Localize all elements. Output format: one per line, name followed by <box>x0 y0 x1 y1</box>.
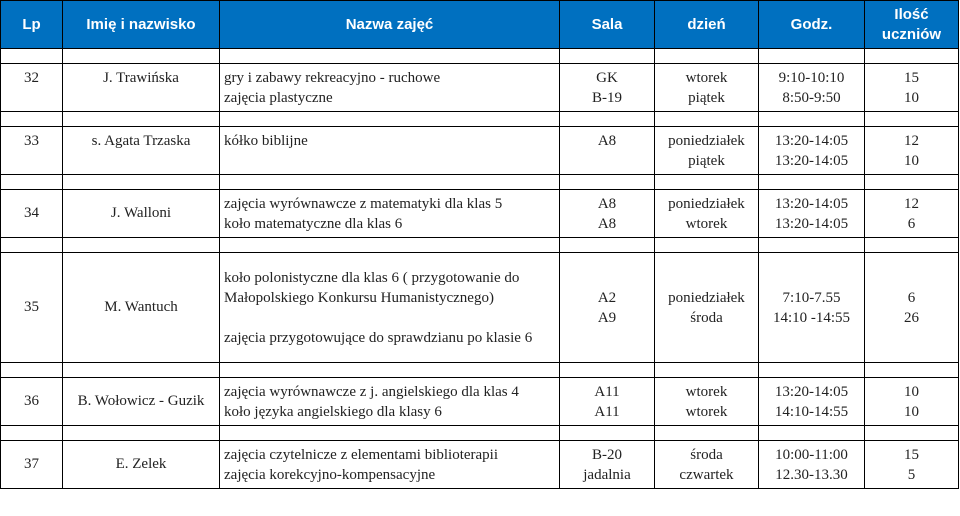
subject-line: gry i zabawy rekreacyjno - ruchowe <box>224 69 441 86</box>
row-room <box>560 190 655 238</box>
table-row <box>1 190 959 238</box>
spacer-row <box>1 363 959 378</box>
room-value: GK <box>596 69 618 86</box>
row-lp: 33 <box>1 127 63 175</box>
day-value: poniedziałek <box>668 289 745 306</box>
count-value: 12 <box>904 132 919 149</box>
row-time <box>759 441 865 489</box>
subject-line: zajęcia wyrównawcze z j. angielskiego dla klas 4 <box>224 383 519 400</box>
subject-line: zajęcia korekcyjno-kompensacyjne <box>224 466 436 483</box>
day-value: wtorek <box>685 403 728 420</box>
table-row <box>1 378 959 426</box>
subject-line: zajęcia czytelnicze z elementami biblioterapii <box>224 446 499 463</box>
time-value: 13:20-14:05 <box>774 152 849 169</box>
table-row <box>1 64 959 112</box>
spacer-row <box>1 426 959 441</box>
spacer-row <box>1 49 959 64</box>
count-value: 10 <box>904 403 919 420</box>
row-subject <box>220 64 560 112</box>
count-value: 10 <box>904 383 919 400</box>
row-lp: 32 <box>1 64 63 112</box>
time-value: 13:20-14:05 <box>774 215 849 232</box>
room-value: jadalnia <box>583 466 631 483</box>
header-day: dzień <box>655 1 759 49</box>
row-time <box>759 378 865 426</box>
subject-line: koło matematyczne dla klas 6 <box>224 215 403 232</box>
time-value: 9:10-10:10 <box>778 69 845 86</box>
subject-line: zajęcia przygotowujące do sprawdzianu po klasie 6 <box>224 329 533 346</box>
header-lp: Lp <box>1 1 63 49</box>
header-row <box>1 1 959 49</box>
count-value: 6 <box>907 215 916 232</box>
time-value: 8:50-9:50 <box>782 89 841 106</box>
time-value: 13:20-14:05 <box>774 195 849 212</box>
row-day <box>655 64 759 112</box>
header-time: Godz. <box>759 1 865 49</box>
day-value: środa <box>690 309 723 326</box>
row-lp: 37 <box>1 441 63 489</box>
day-value: wtorek <box>685 69 728 86</box>
row-subject <box>220 441 560 489</box>
row-time <box>759 190 865 238</box>
row-day <box>655 378 759 426</box>
row-count <box>865 190 959 238</box>
count-value: 6 <box>907 289 916 306</box>
count-value: 10 <box>904 152 919 169</box>
count-value: 15 <box>904 446 919 463</box>
spacer-row <box>1 112 959 127</box>
row-subject <box>220 253 560 363</box>
room-value: B-20 <box>592 446 622 463</box>
row-time <box>759 127 865 175</box>
count-value: 12 <box>904 195 919 212</box>
subject-line: zajęcia plastyczne <box>224 89 333 106</box>
row-day <box>655 441 759 489</box>
room-value: A8 <box>597 195 617 212</box>
time-value: 13:20-14:05 <box>774 383 849 400</box>
row-day <box>655 190 759 238</box>
row-count <box>865 441 959 489</box>
row-day <box>655 127 759 175</box>
table-row <box>1 253 959 363</box>
row-name: J. Trawińska <box>63 64 220 112</box>
time-value: 14:10-14:55 <box>774 403 849 420</box>
time-value: 10:00-11:00 <box>775 446 848 463</box>
subject-line: koło polonistyczne dla klas 6 ( przygotowanie do <box>224 269 520 286</box>
row-count <box>865 378 959 426</box>
row-name: s. Agata Trzaska <box>63 127 220 175</box>
count-value: 5 <box>907 466 916 483</box>
time-value: 13:20-14:05 <box>774 132 849 149</box>
row-name: M. Wantuch <box>63 253 220 363</box>
row-subject: kółko biblijne <box>220 127 560 175</box>
room-value: A8 <box>597 215 617 232</box>
header-count <box>865 1 959 49</box>
row-room <box>560 64 655 112</box>
row-lp: 34 <box>1 190 63 238</box>
room-value: A9 <box>597 309 617 326</box>
row-count <box>865 253 959 363</box>
time-value: 14:10 -14:55 <box>772 309 851 326</box>
time-value: 12.30-13.30 <box>775 466 848 483</box>
row-room <box>560 253 655 363</box>
header-room: Sala <box>560 1 655 49</box>
row-room: A8 <box>560 127 655 175</box>
subject-line: zajęcia wyrównawcze z matematyki dla klas 5 <box>224 195 503 212</box>
spacer-row <box>1 175 959 190</box>
header-name: Imię i nazwisko <box>63 1 220 49</box>
table-row <box>1 127 959 175</box>
row-count <box>865 64 959 112</box>
day-value: środa <box>690 446 723 463</box>
header-count-line2: uczniów <box>881 25 942 43</box>
day-value: wtorek <box>685 383 728 400</box>
row-name: E. Zelek <box>63 441 220 489</box>
row-time <box>759 253 865 363</box>
row-day <box>655 253 759 363</box>
time-value: 7:10-7.55 <box>782 289 841 306</box>
subject-line: Małopolskiego Konkursu Humanistycznego) <box>224 289 494 306</box>
room-value: A11 <box>594 403 620 420</box>
day-value: poniedziałek <box>668 132 745 149</box>
row-count <box>865 127 959 175</box>
row-name: B. Wołowicz - Guzik <box>63 378 220 426</box>
header-subject: Nazwa zajęć <box>220 1 560 49</box>
row-room <box>560 378 655 426</box>
row-subject <box>220 378 560 426</box>
table-row <box>1 441 959 489</box>
spacer-row <box>1 238 959 253</box>
room-value: A2 <box>597 289 617 306</box>
room-value: A11 <box>594 383 620 400</box>
subject-line: koło języka angielskiego dla klasy 6 <box>224 403 442 420</box>
row-lp: 35 <box>1 253 63 363</box>
day-value: czwartek <box>679 466 734 483</box>
day-value: piątek <box>688 89 725 106</box>
count-value: 10 <box>904 89 919 106</box>
day-value: piątek <box>688 152 725 169</box>
header-count-line1: Ilość <box>894 5 929 23</box>
row-subject <box>220 190 560 238</box>
day-value: poniedziałek <box>668 195 745 212</box>
row-name: J. Walloni <box>63 190 220 238</box>
row-time <box>759 64 865 112</box>
count-value: 26 <box>904 309 919 326</box>
row-room <box>560 441 655 489</box>
count-value: 15 <box>904 69 919 86</box>
day-value: wtorek <box>685 215 728 232</box>
row-lp: 36 <box>1 378 63 426</box>
room-value: B-19 <box>592 89 622 106</box>
